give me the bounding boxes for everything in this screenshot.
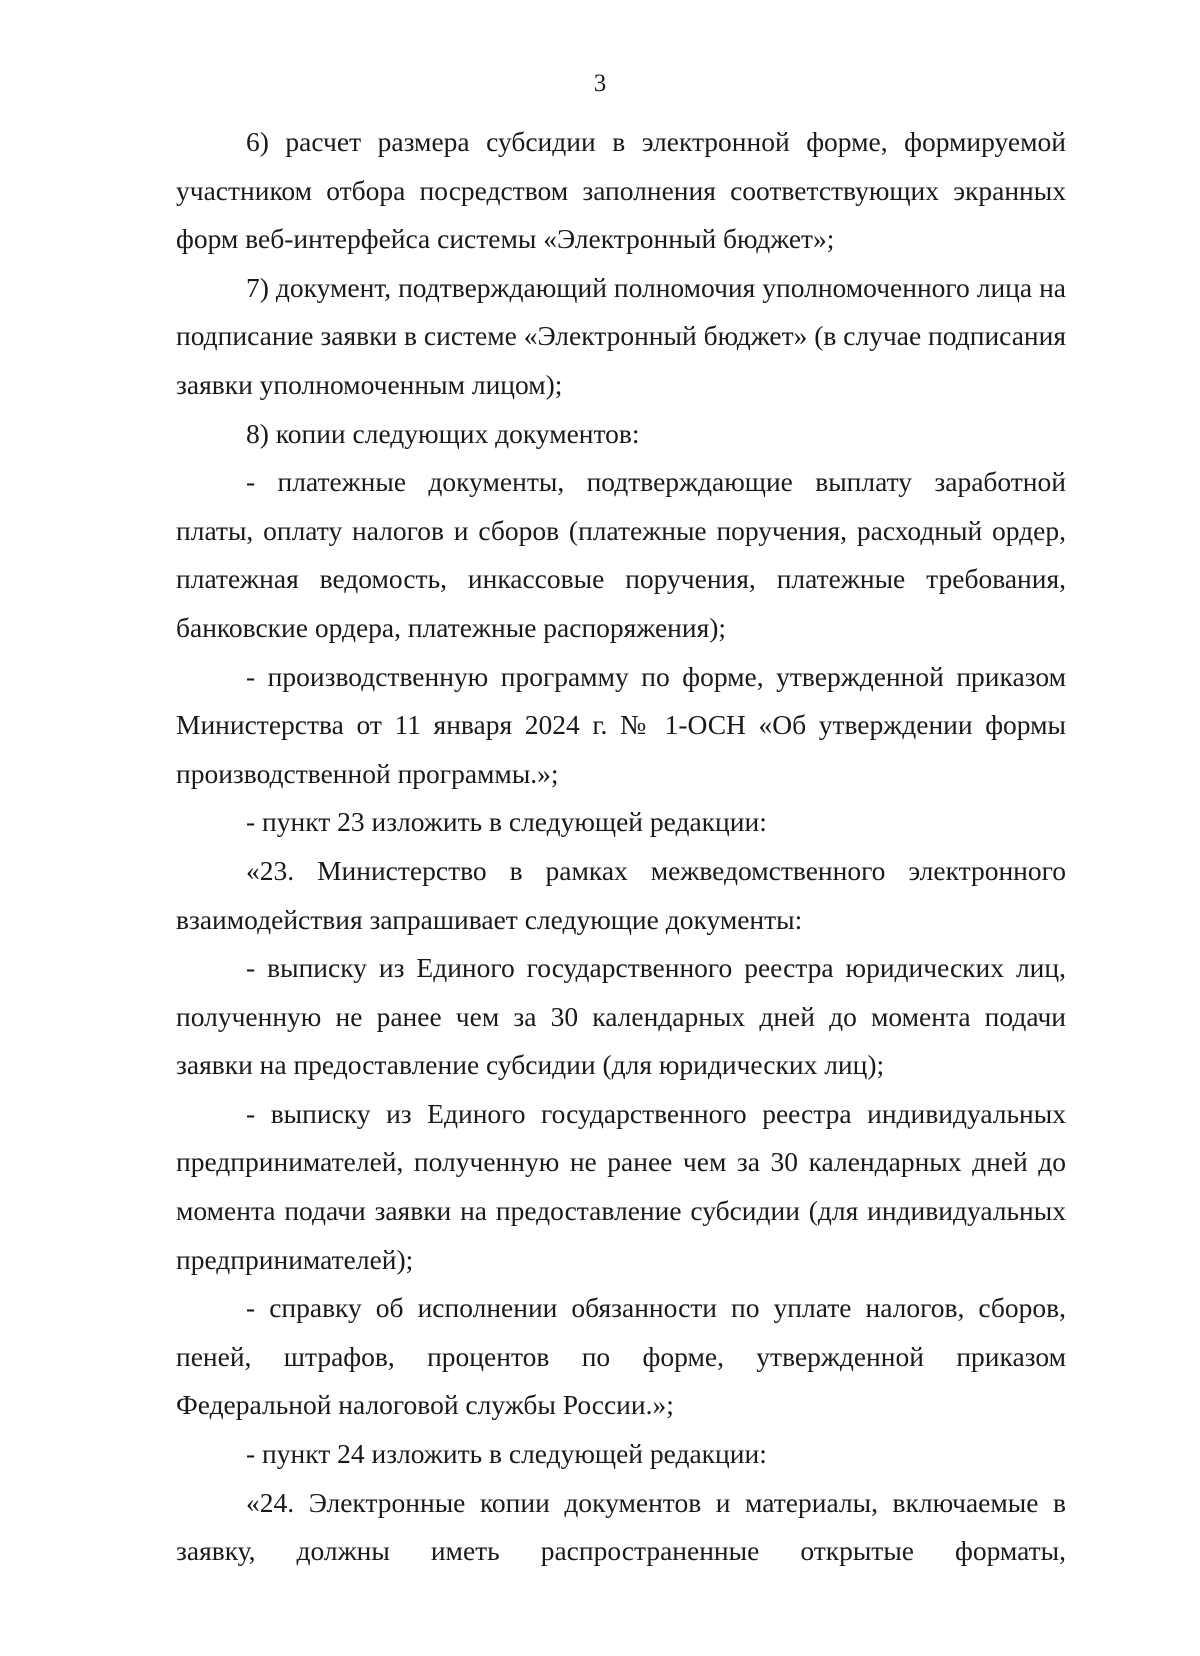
paragraph-item-6: 6) расчет размера субсидии в электронной форме, формируемой участником отбора посредством заполнения соответствующих экранных форм веб-интерфейса системы «Электронный бюджет»; bbox=[176, 126, 1066, 255]
page-number: 3 bbox=[593, 70, 607, 97]
paragraph-clause-24: «24. Электронные копии документов и материалы, включаемые в заявку, должны иметь распространенные открытые форматы, bbox=[176, 1486, 1066, 1567]
paragraph-production-program: - производственную программу по форме, утвержденной приказом Министерства от 11 января 2024 г. № 1-ОСН «Об утверждении формы производственной программы.»; bbox=[176, 660, 1066, 789]
document-body bbox=[176, 118, 1066, 1576]
paragraph-clause-23: «23. Министерство в рамках межведомственного электронного взаимодействия запрашивает следующие документы: bbox=[176, 854, 1066, 935]
paragraph-egrip-extract: - выписку из Единого государственного реестра индивидуальных предпринимателей, полученную не ранее чем за 30 календарных дней до момента подачи заявки на предоставление субсидии (для индивидуальных предпринимателей); bbox=[176, 1097, 1066, 1275]
paragraph-egrul-extract: - выписку из Единого государственного реестра юридических лиц, полученную не ранее чем за 30 календарных дней до момента подачи заявки на предоставление субсидии (для юридических лиц); bbox=[176, 952, 1066, 1081]
paragraph-item-8: 8) копии следующих документов: bbox=[246, 417, 640, 449]
paragraph-clause-23-intro: - пункт 23 изложить в следующей редакции: bbox=[246, 806, 767, 838]
paragraph-tax-certificate: - справку об исполнении обязанности по уплате налогов, сборов, пеней, штрафов, процентов по форме, утвержденной приказом Федеральной налоговой службы России.»; bbox=[176, 1292, 1066, 1421]
paragraph-payment-documents: - платежные документы, подтверждающие выплату заработной платы, оплату налогов и сборов (платежные поручения, расходный ордер, платежная ведомость, инкассовые поручения, платежные требования, банковские ордера, платежные распоряжения); bbox=[176, 466, 1066, 643]
paragraph-item-7: 7) документ, подтверждающий полномочия уполномоченного лица на подписание заявки в системе «Электронный бюджет» (в случае подписания заявки уполномоченным лицом); bbox=[176, 271, 1066, 400]
paragraph-clause-24-intro: - пункт 24 изложить в следующей редакции: bbox=[246, 1438, 767, 1470]
